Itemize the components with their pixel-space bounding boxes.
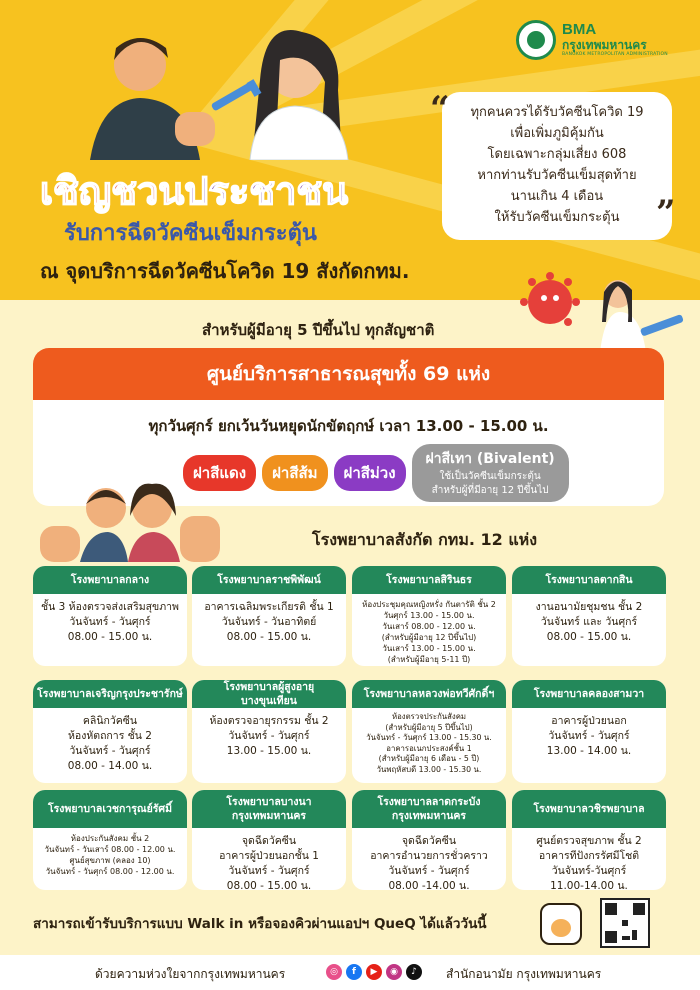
hospital-card xyxy=(192,790,346,890)
hospital-details xyxy=(33,708,187,780)
hospital-detail-line: ศูนย์สุขภาพ (คลอง 10) xyxy=(69,856,151,865)
hospital-detail-line: ศูนย์ตรวจสุขภาพ ชั้น 2 xyxy=(536,835,642,847)
hospital-detail-line: จุดฉีดวัคซีน xyxy=(401,835,457,847)
hospital-details xyxy=(192,594,346,651)
hospital-detail-line: 13.00 - 14.00 น. xyxy=(546,745,632,757)
hospital-detail-line: (สำหรับผู้มีอายุ 5 ปีขึ้นไป) xyxy=(385,722,473,732)
logo-name-th: กรุงเทพมหานคร xyxy=(562,38,647,53)
hospital-detail-line: วันเสาร์ 08.00 - 12.00 น. xyxy=(382,622,476,631)
hospital-details xyxy=(192,828,346,890)
hospital-detail-line: 08.00 - 15.00 น. xyxy=(67,631,153,643)
hospital-detail-line: วันจันทร์ - วันอาทิตย์ xyxy=(221,616,317,628)
headline-location: ณ จุดบริการฉีดวัคซีนโควิด 19 สังกัดกทม. xyxy=(40,259,410,283)
queq-app-icon[interactable] xyxy=(540,903,582,945)
hospital-name-line: โรงพยาบาลหลวงพ่อทวีศักดิ์ฯ xyxy=(363,688,495,700)
hospital-detail-line: งานอนามัยชุมชน ชั้น 2 xyxy=(535,601,643,613)
hospital-detail-line: วันจันทร์ - วันศุกร์ xyxy=(228,865,310,877)
quote-line: นานเกิน 4 เดือน xyxy=(510,189,604,204)
hospital-name-line: โรงพยาบาลผู้สูงอายุบางขุนเทียน xyxy=(223,681,315,707)
health-centers-schedule: ทุกวันศุกร์ ยกเว้นวันหยุดนักขัตฤกษ์ เวลา 13.00 - 15.00 น. xyxy=(148,417,549,435)
hospital-name xyxy=(192,680,346,708)
quote-line: เพื่อเพิ่มภูมิคุ้มกัน xyxy=(510,126,604,141)
hospital-name-line: โรงพยาบาลราชพิพัฒน์ xyxy=(217,574,321,586)
hospital-detail-line: จุดฉีดวัคซีน xyxy=(241,835,297,847)
headline-booster: รับการฉีดวัคซีนเข็มกระตุ้น xyxy=(64,221,317,246)
quote-line: ทุกคนควรได้รับวัคซีนโควิด 19 xyxy=(470,105,644,120)
hospital-details xyxy=(512,708,666,765)
hospital-card xyxy=(192,680,346,783)
logo-abbr: BMA xyxy=(562,21,597,39)
hospital-name-line: โรงพยาบาลเวชการุณย์รัศมิ์ xyxy=(48,803,172,815)
hospital-name-line: โรงพยาบาลเจริญกรุงประชารักษ์ xyxy=(37,688,183,700)
open-quote-icon: “ xyxy=(430,89,450,129)
hospitals-title: โรงพยาบาลสังกัด กทม. 12 แห่ง xyxy=(312,530,538,549)
vial-purple-badge: ฝาสีม่วง xyxy=(334,455,406,491)
hospital-detail-line: ห้องประชุมคุณหญิงหรั่ง กันตารัติ ชั้น 2 xyxy=(362,600,496,609)
hospital-details xyxy=(33,594,187,651)
hospital-name-line: กรุงเทพมหานคร xyxy=(391,810,467,822)
hospital-detail-line: ห้องตรวจประกันสังคม xyxy=(391,712,467,721)
kids-illustration xyxy=(40,476,220,562)
hospital-details xyxy=(192,708,346,765)
qr-code[interactable] xyxy=(600,898,650,948)
quote-line: โดยเฉพาะกลุ่มเสี่ยง 608 xyxy=(487,147,627,162)
hospital-card xyxy=(352,566,506,666)
hospital-name xyxy=(512,680,666,708)
hospital-name xyxy=(33,680,187,708)
logo-name-en: BANGKOK METROPOLITAN ADMINISTRATION xyxy=(562,52,668,58)
hospital-detail-line: วันจันทร์ - วันศุกร์ xyxy=(69,616,151,628)
health-centers-title: ศูนย์บริการสาธารณสุขทั้ง 69 แห่ง xyxy=(33,348,664,400)
hospital-detail-line: 08.00 - 15.00 น. xyxy=(226,880,312,890)
bma-seal-icon xyxy=(516,20,556,60)
footer xyxy=(0,955,700,990)
headline-part2: ประชาชน xyxy=(184,169,349,213)
hospital-details xyxy=(352,708,506,781)
hospital-detail-line: วันจันทร์ - วันเสาร์ 08.00 - 12.00 น. xyxy=(44,845,176,854)
instagram-icon[interactable]: ◉ xyxy=(386,964,402,980)
hospital-detail-line: อาคารอเนกประสงค์ชั้น 1 xyxy=(386,743,472,753)
hospital-name-line: โรงพยาบาลบางนา xyxy=(226,796,312,808)
hospital-detail-line: ห้องตรวจอายุรกรรม ชั้น 2 xyxy=(209,715,329,727)
footer-left-text: ด้วยความห่วงใยจากกรุงเทพมหานคร xyxy=(95,967,286,981)
hospital-detail-line: คลินิกวัคซีน xyxy=(82,715,138,727)
hospital-detail-line: วันจันทร์ - วันศุกร์ xyxy=(548,730,630,742)
hospital-card xyxy=(33,790,187,890)
hospital-detail-line: (สำหรับผู้มีอายุ 6 เดือน - 5 ปี) xyxy=(378,754,480,763)
hospital-detail-line: 13.00 - 15.00 น. xyxy=(226,745,312,757)
hospital-detail-line: ห้องหัตถการ ชั้น 2 xyxy=(67,730,152,742)
hospital-detail-line: วันศุกร์ 13.00 - 15.00 น. xyxy=(383,611,475,620)
hospital-detail-line: ห้องประกันสังคม ชั้น 2 xyxy=(70,834,150,843)
hospital-detail-line: อาคารผู้ป่วยนอก xyxy=(551,715,627,727)
tiktok-icon[interactable]: ♪ xyxy=(406,964,422,980)
hospital-detail-line: วันเสาร์ 13.00 - 15.00 น. xyxy=(382,644,476,653)
hospital-card xyxy=(33,566,187,666)
hospital-name xyxy=(192,790,346,828)
hospital-name xyxy=(352,680,506,708)
hospital-detail-line: วันจันทร์ - วันศุกร์ 13.00 - 15.30 น. xyxy=(366,733,492,742)
hospital-name-line: โรงพยาบาลกลาง xyxy=(70,574,150,586)
hospital-name xyxy=(192,566,346,594)
hospital-detail-line: วันจันทร์ และ วันศุกร์ xyxy=(540,616,638,628)
hospital-name xyxy=(33,566,187,594)
hospital-detail-line: (สำหรับผู้มีอายุ 12 ปีขึ้นไป) xyxy=(381,633,477,642)
bma-logo xyxy=(516,16,686,64)
hospital-details xyxy=(33,828,187,883)
hospital-detail-line: อาคารเฉลิมพระเกียรติ ชั้น 1 xyxy=(204,601,334,613)
headline-part1: เชิญชวน xyxy=(40,169,185,213)
hospital-detail-line: 08.00 - 15.00 น. xyxy=(226,631,312,643)
hospital-card xyxy=(512,566,666,666)
hospital-name-line: โรงพยาบาลลาดกระบัง xyxy=(377,796,481,808)
hospital-detail-line: วันจันทร์ - วันศุกร์ xyxy=(69,745,151,757)
facebook-icon[interactable]: f xyxy=(346,964,362,980)
hospital-name-line: กรุงเทพมหานคร xyxy=(231,810,307,822)
hospital-name xyxy=(352,790,506,828)
hospital-name xyxy=(33,790,187,828)
vial-gray-note: สำหรับผู้ที่มีอายุ 12 ปีขึ้นไป xyxy=(431,485,549,496)
hospital-detail-line: วันพฤหัสบดี 13.00 - 15.30 น. xyxy=(376,764,482,774)
hospital-name xyxy=(352,566,506,594)
vial-gray-label: ฝาสีเทา (Bivalent) xyxy=(425,451,555,467)
hospital-detail-line: (สำหรับผู้มีอายุ 5-11 ปี) xyxy=(387,655,471,664)
vaccine-vials xyxy=(183,444,575,502)
hospital-detail-line: วันจันทร์ - วันศุกร์ 08.00 - 12.00 น. xyxy=(45,867,175,876)
hospital-name xyxy=(512,790,666,828)
eligibility-text: สำหรับผู้มีอายุ 5 ปีขึ้นไป ทุกสัญชาติ xyxy=(202,321,435,339)
hospital-name xyxy=(512,566,666,594)
hospital-card xyxy=(512,680,666,783)
hospital-card xyxy=(352,790,506,890)
hospital-detail-line: วันจันทร์-วันศุกร์ xyxy=(551,865,627,877)
hospital-card xyxy=(352,680,506,783)
hospital-detail-line: อาคารอำนวยการชั่วคราว xyxy=(370,850,488,862)
hospital-details xyxy=(352,594,506,666)
vial-orange-badge: ฝาสีส้ม xyxy=(262,455,327,491)
dribbble-icon[interactable]: ◎ xyxy=(326,964,342,980)
hospital-details xyxy=(512,594,666,651)
footer-right-text: สำนักอนามัย กรุงเทพมหานคร xyxy=(446,967,602,981)
quote-line: หากท่านรับวัคซีนเข็มสุดท้าย xyxy=(477,168,637,183)
hospital-name-line: โรงพยาบาลวชิรพยาบาล xyxy=(533,803,645,815)
hospital-detail-line: ชั้น 3 ห้องตรวจส่งเสริมสุขภาพ xyxy=(41,601,179,613)
quote-line: ให้รับวัคซีนเข็มกระตุ้น xyxy=(494,210,620,225)
close-quote-icon: ” xyxy=(656,193,676,233)
hospital-name-line: โรงพยาบาลคลองสามวา xyxy=(533,688,645,700)
walkin-text: สามารถเข้ารับบริการแบบ Walk in หรือจองคิวผ่านแอปฯ QueQ ได้แล้ววันนี้ xyxy=(33,916,487,932)
hospital-card xyxy=(33,680,187,783)
hospital-detail-line: 08.00 -14.00 น. xyxy=(388,880,470,890)
hospital-detail-line: อาคารผู้ป่วยนอกชั้น 1 xyxy=(219,850,319,862)
hospital-name-line: โรงพยาบาลสิรินธร xyxy=(386,574,472,586)
virus-illustration xyxy=(520,272,690,352)
hospital-name-line: โรงพยาบาลตากสิน xyxy=(545,574,633,586)
youtube-icon[interactable]: ▶ xyxy=(366,964,382,980)
social-links xyxy=(326,964,426,980)
vial-gray-badge xyxy=(412,444,569,502)
hospital-details xyxy=(352,828,506,890)
hospital-card xyxy=(192,566,346,666)
hospital-detail-line: วันจันทร์ - วันศุกร์ xyxy=(228,730,310,742)
headline-invite xyxy=(40,160,348,221)
hospital-detail-line: 11.00-14.00 น. xyxy=(550,880,628,890)
vial-red-badge: ฝาสีแดง xyxy=(183,455,256,491)
hospital-detail-line: 08.00 - 15.00 น. xyxy=(546,631,632,643)
hospital-detail-line: วันจันทร์ - วันศุกร์ xyxy=(388,865,470,877)
vial-gray-note: ใช้เป็นวัคซีนเข็มกระตุ้น xyxy=(439,471,541,482)
hospital-details xyxy=(512,828,666,890)
vaccination-illustration xyxy=(80,20,400,160)
hospital-card xyxy=(512,790,666,890)
hospital-detail-line: 08.00 - 14.00 น. xyxy=(67,760,153,772)
quote-box xyxy=(442,92,672,240)
hospital-detail-line: อาคารทีปังกรรัศมีโชติ xyxy=(538,850,640,862)
